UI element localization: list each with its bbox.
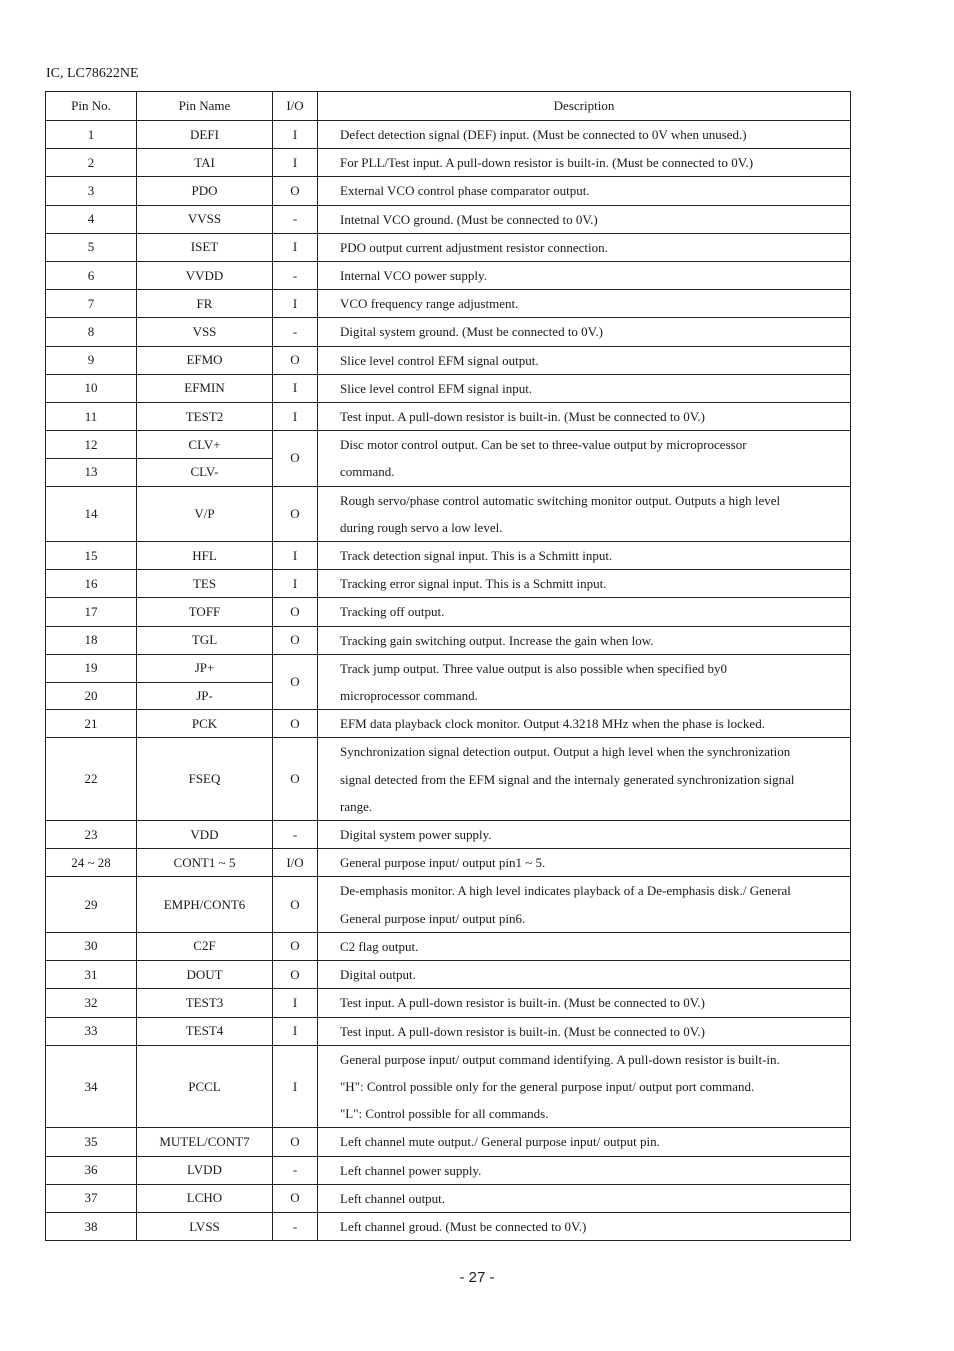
pin-io-cell: I [273,1045,318,1128]
pin-io-cell: O [273,877,318,932]
description-line: For PLL/Test input. A pull-down resistor is built-in. (Must be connected to 0V.) [340,155,754,171]
table-row [46,177,851,205]
pin-name-cell: VVSS [137,205,273,233]
pin-number-cell: 33 [46,1017,137,1045]
pin-description-cell [318,431,851,486]
table-row [46,654,851,682]
table-row [46,149,851,177]
page-number: - 27 - [459,1269,495,1286]
description-line: De-emphasis monitor. A high level indicates playback of a De-emphasis disk./ General [340,883,791,899]
table-row [46,626,851,654]
pin-name-cell: LVSS [137,1212,273,1240]
pin-number-cell: 11 [46,403,137,431]
pin-description-cell [318,1017,851,1045]
pin-description-cell [318,1128,851,1156]
pin-name-cell: JP- [137,682,273,710]
description-line: Track jump output. Three value output is also possible when specified by0 [340,660,728,676]
header-pin-no: Pin No. [46,92,137,121]
pin-name-cell: TEST2 [137,403,273,431]
pin-name-cell: C2F [137,932,273,960]
description-line: range. [340,798,373,814]
description-line: Digital system ground. (Must be connected to 0V.) [340,324,603,340]
pin-io-cell: - [273,1212,318,1240]
pin-name-cell: ISET [137,233,273,261]
pin-description-cell [318,318,851,346]
pin-name-cell: VDD [137,821,273,849]
description-line: command. [340,464,395,480]
pin-description-cell [318,932,851,960]
pin-number-cell: 37 [46,1184,137,1212]
pin-number-cell: 35 [46,1128,137,1156]
pin-number-cell: 34 [46,1045,137,1128]
description-line: General purpose input/ output pin6. [340,910,526,926]
pin-name-cell: TGL [137,626,273,654]
table-row [46,570,851,598]
pin-name-cell: DOUT [137,961,273,989]
pin-number-cell: 36 [46,1156,137,1184]
pin-name-cell: PCK [137,710,273,738]
description-line: Left channel power supply. [340,1162,482,1178]
pin-description-cell [318,989,851,1017]
pin-number-cell: 17 [46,598,137,626]
pin-number-cell: 32 [46,989,137,1017]
header-io: I/O [273,92,318,121]
pin-description-cell [318,121,851,149]
pin-description-cell [318,1045,851,1128]
pin-io-cell: I [273,149,318,177]
pin-name-cell: VVDD [137,262,273,290]
pin-description-cell [318,961,851,989]
description-line: Left channel groud. (Must be connected to 0V.) [340,1218,587,1234]
description-line: Intetnal VCO ground. (Must be connected to 0V.) [340,211,598,227]
pin-number-cell: 12 [46,431,137,459]
pin-name-cell: EFMO [137,346,273,374]
pin-description-cell [318,598,851,626]
description-line: signal detected from the EFM signal and the internaly generated synchronization signal [340,771,795,787]
table-row [46,710,851,738]
table-row [46,290,851,318]
pin-io-cell: I/O [273,849,318,877]
pin-number-cell: 3 [46,177,137,205]
pin-name-cell: EMPH/CONT6 [137,877,273,932]
pin-description-cell [318,654,851,709]
pin-number-cell: 8 [46,318,137,346]
pin-io-cell: I [273,121,318,149]
table-row [46,932,851,960]
description-line: "H": Control possible only for the general purpose input/ output port command. [340,1078,755,1094]
pin-description-cell [318,570,851,598]
description-line: Tracking error signal input. This is a Schmitt input. [340,576,607,592]
description-line: microprocessor command. [340,688,478,704]
pin-name-cell: LVDD [137,1156,273,1184]
pin-description-cell [318,177,851,205]
pin-description-cell [318,738,851,821]
pin-description-cell [318,1184,851,1212]
table-row [46,1184,851,1212]
table-row [46,346,851,374]
pin-number-cell: 1 [46,121,137,149]
page-title: IC, LC78622NE [46,66,139,81]
table-row [46,1045,851,1128]
pin-number-cell: 29 [46,877,137,932]
pin-io-cell: O [273,932,318,960]
pin-io-cell: O [273,961,318,989]
pin-description-cell [318,262,851,290]
pin-io-cell: I [273,233,318,261]
header-pin-name: Pin Name [137,92,273,121]
table-row [46,849,851,877]
table-row [46,486,851,541]
pin-description-cell [318,205,851,233]
table-row [46,542,851,570]
pin-io-cell: I [273,1017,318,1045]
description-line: Internal VCO power supply. [340,268,487,284]
pin-number-cell: 5 [46,233,137,261]
pin-io-cell: I [273,403,318,431]
pin-number-cell: 9 [46,346,137,374]
description-line: General purpose input/ output command identifying. A pull-down resistor is built-in. [340,1051,780,1067]
description-line: Test input. A pull-down resistor is built-in. (Must be connected to 0V.) [340,995,705,1011]
pin-number-cell: 38 [46,1212,137,1240]
table-row [46,205,851,233]
description-line: C2 flag output. [340,938,419,954]
pin-description-cell [318,403,851,431]
table-row [46,877,851,932]
table-row [46,1156,851,1184]
pin-number-cell: 24 ~ 28 [46,849,137,877]
pin-description-cell [318,626,851,654]
table-row [46,403,851,431]
pin-description-cell [318,710,851,738]
pin-io-cell: O [273,1128,318,1156]
description-line: Tracking gain switching output. Increase the gain when low. [340,632,654,648]
description-line: VCO frequency range adjustment. [340,296,519,312]
pin-name-cell: FSEQ [137,738,273,821]
pin-io-cell: O [273,626,318,654]
description-line: Track detection signal input. This is a Schmitt input. [340,548,613,564]
pin-description-cell [318,233,851,261]
pin-io-cell: - [273,1156,318,1184]
pin-io-cell: I [273,290,318,318]
table-body [46,121,851,1241]
pin-io-cell: O [273,654,318,709]
pin-name-cell: V/P [137,486,273,541]
table-row [46,598,851,626]
description-line: Tracking off output. [340,604,445,620]
pin-io-cell: - [273,821,318,849]
pin-name-cell: EFMIN [137,374,273,402]
pin-name-cell: HFL [137,542,273,570]
pin-number-cell: 31 [46,961,137,989]
table-header-row [46,92,851,121]
table-row [46,989,851,1017]
pin-number-cell: 16 [46,570,137,598]
description-line: Test input. A pull-down resistor is built-in. (Must be connected to 0V.) [340,409,705,425]
table-row [46,121,851,149]
pin-name-cell: TEST3 [137,989,273,1017]
pin-name-cell: TEST4 [137,1017,273,1045]
description-line: Digital system power supply. [340,827,492,843]
pin-description-cell [318,1156,851,1184]
pin-name-cell: MUTEL/CONT7 [137,1128,273,1156]
pin-io-cell: O [273,486,318,541]
pin-number-cell: 20 [46,682,137,710]
description-line: PDO output current adjustment resistor connection. [340,239,608,255]
pin-number-cell: 14 [46,486,137,541]
pin-name-cell: PDO [137,177,273,205]
pin-io-cell: O [273,346,318,374]
pin-io-cell: O [273,1184,318,1212]
pin-number-cell: 23 [46,821,137,849]
description-line: External VCO control phase comparator output. [340,183,590,199]
pin-io-cell: I [273,989,318,1017]
pin-io-cell: O [273,710,318,738]
table-row [46,1017,851,1045]
pin-io-cell: I [273,374,318,402]
description-line: Test input. A pull-down resistor is built-in. (Must be connected to 0V.) [340,1023,705,1039]
table-row [46,961,851,989]
pin-name-cell: CLV- [137,458,273,486]
description-line: EFM data playback clock monitor. Output 4.3218 MHz when the phase is locked. [340,716,765,732]
pin-description-cell [318,849,851,877]
pin-number-cell: 22 [46,738,137,821]
pin-io-cell: - [273,318,318,346]
pin-name-cell: CONT1 ~ 5 [137,849,273,877]
pin-io-cell: O [273,738,318,821]
description-line: Left channel mute output./ General purpose input/ output pin. [340,1134,660,1150]
table-row [46,821,851,849]
pin-description-cell [318,542,851,570]
table-row [46,318,851,346]
pin-number-cell: 2 [46,149,137,177]
pin-name-cell: TOFF [137,598,273,626]
table-row [46,374,851,402]
pin-description-cell [318,346,851,374]
pin-io-cell: O [273,431,318,486]
pin-io-cell: - [273,205,318,233]
table-row [46,1212,851,1240]
pin-number-cell: 15 [46,542,137,570]
table-row [46,233,851,261]
pin-number-cell: 13 [46,458,137,486]
pin-io-cell: I [273,542,318,570]
pin-number-cell: 21 [46,710,137,738]
pin-number-cell: 4 [46,205,137,233]
pin-description-cell [318,821,851,849]
pin-name-cell: FR [137,290,273,318]
table-row [46,262,851,290]
description-line: General purpose input/ output pin1 ~ 5. [340,855,546,871]
pin-table [45,91,851,1241]
description-line: Digital output. [340,967,416,983]
pin-io-cell: - [273,262,318,290]
description-line: Disc motor control output. Can be set to three-value output by microprocessor [340,437,747,453]
pin-name-cell: CLV+ [137,431,273,459]
pin-name-cell: JP+ [137,654,273,682]
pin-number-cell: 10 [46,374,137,402]
header-description: Description [318,92,851,121]
description-line: during rough servo a low level. [340,519,503,535]
pin-name-cell: TES [137,570,273,598]
table-row [46,738,851,821]
pin-description-cell [318,149,851,177]
pin-name-cell: LCHO [137,1184,273,1212]
pin-number-cell: 18 [46,626,137,654]
pin-io-cell: O [273,177,318,205]
pin-description-cell [318,1212,851,1240]
pin-io-cell: I [273,570,318,598]
pin-name-cell: DEFI [137,121,273,149]
table-row [46,431,851,459]
description-line: Rough servo/phase control automatic switching monitor output. Outputs a high level [340,492,781,508]
pin-number-cell: 30 [46,932,137,960]
pin-description-cell [318,290,851,318]
pin-description-cell [318,877,851,932]
pin-io-cell: O [273,598,318,626]
pin-name-cell: PCCL [137,1045,273,1128]
pin-description-cell [318,374,851,402]
description-line: Synchronization signal detection output. Output a high level when the synchronization [340,744,791,760]
pin-name-cell: VSS [137,318,273,346]
pin-description-cell [318,486,851,541]
description-line: Slice level control EFM signal output. [340,352,539,368]
table-row [46,1128,851,1156]
description-line: "L": Control possible for all commands. [340,1106,549,1122]
description-line: Defect detection signal (DEF) input. (Must be connected to 0V when unused.) [340,127,747,142]
description-line: Left channel output. [340,1190,446,1206]
description-line: Slice level control EFM signal input. [340,380,533,396]
pin-name-cell: TAI [137,149,273,177]
pin-number-cell: 19 [46,654,137,682]
pin-number-cell: 7 [46,290,137,318]
pin-number-cell: 6 [46,262,137,290]
